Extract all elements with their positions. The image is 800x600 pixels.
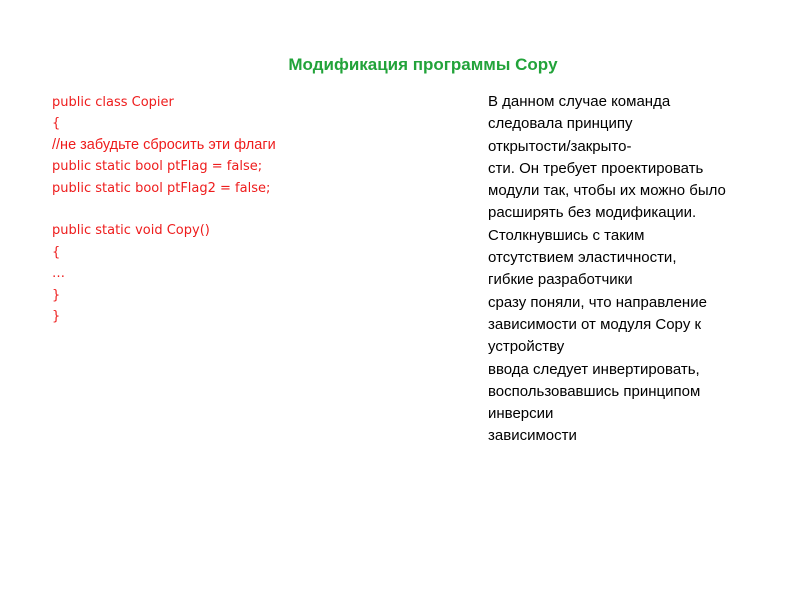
description-line: открытости/закрыто- — [488, 137, 632, 155]
code-block — [52, 92, 452, 327]
slide-title: Модификация программы Copy — [288, 55, 558, 74]
code-line: public static bool ptFlag = false; — [52, 159, 263, 175]
code-comment-line: //не забудьте сбросить эти флаги — [52, 136, 276, 153]
code-line: } — [52, 287, 61, 303]
description-line: сразу поняли, что направление — [488, 293, 707, 311]
description-line: модули так, чтобы их можно было — [488, 182, 726, 200]
description-line: зависимости от модуля Copy к — [488, 315, 702, 333]
code-blank-line — [52, 199, 452, 220]
description-line: инверсии — [488, 405, 554, 423]
description-line: отсутствием эластичности, — [488, 249, 677, 267]
description-line: воспользовавшись принципом — [488, 382, 701, 400]
description-line: ввода следует инвертировать, — [488, 360, 700, 378]
description-line: Столкнувшись с таким — [488, 226, 645, 244]
code-line: … — [52, 266, 65, 282]
code-line: public static bool ptFlag2 = false; — [52, 180, 271, 196]
code-line: { — [52, 116, 61, 132]
code-line: public class Copier — [52, 95, 174, 110]
description-line: расширять без модификации. — [488, 204, 697, 222]
description-line: сти. Он требует проектировать — [488, 159, 704, 177]
description-line: зависимости — [488, 427, 577, 445]
code-line: { — [52, 244, 61, 260]
description-text — [488, 91, 788, 448]
description-line: гибкие разработчики — [488, 271, 633, 289]
description-line: устройству — [488, 338, 565, 356]
code-line: public static void Copy() — [52, 223, 210, 239]
description-line: следовала принципу — [488, 115, 633, 133]
description-line: В данном случае команда — [488, 93, 671, 110]
code-line: } — [52, 308, 61, 324]
